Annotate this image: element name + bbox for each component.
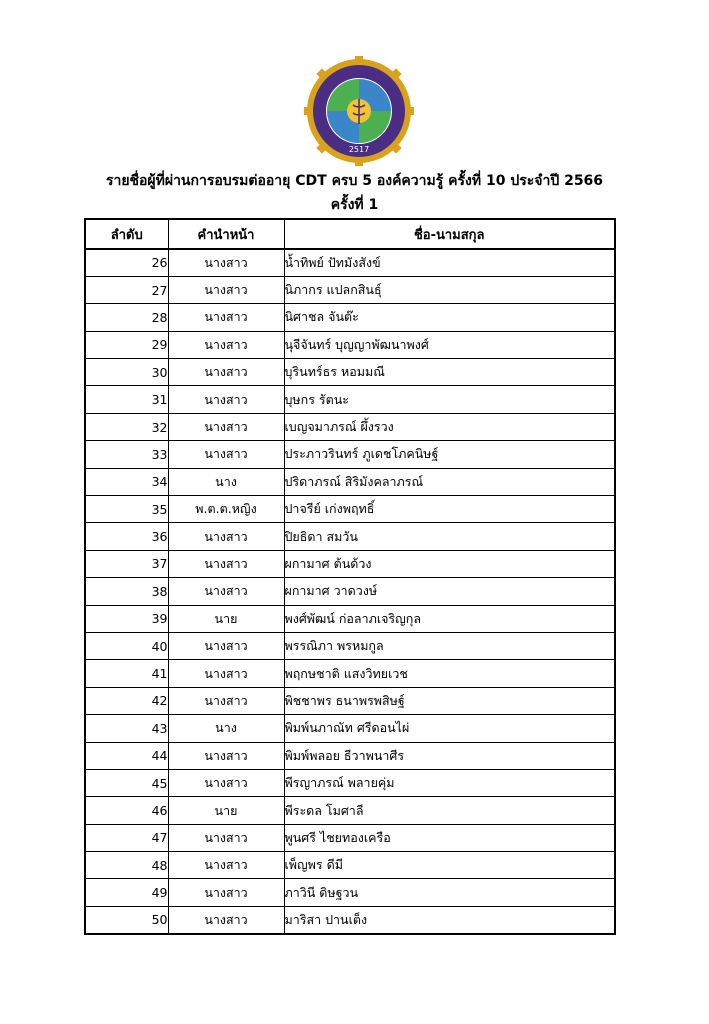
table-row [85, 276, 615, 303]
row-number: 46 [85, 797, 168, 824]
row-prefix: นาง [168, 715, 284, 742]
row-prefix: นางสาว [168, 906, 284, 933]
table-row [85, 632, 615, 659]
row-name: นิศาชล จันต๊ะ [284, 304, 615, 331]
table-row [85, 386, 615, 413]
row-name: เพ็ญพร ดีมี [284, 852, 615, 879]
row-name: พิชชาพร ธนาพรพสิษฐ์ [284, 687, 615, 714]
row-prefix: นางสาว [168, 249, 284, 276]
row-prefix: นางสาว [168, 687, 284, 714]
table-row [85, 715, 615, 742]
row-number: 34 [85, 468, 168, 495]
row-prefix: นางสาว [168, 632, 284, 659]
document-subtitle: ครั้งที่ 1 [330, 197, 379, 213]
table-row [85, 687, 615, 714]
row-number: 42 [85, 687, 168, 714]
row-prefix: นางสาว [168, 276, 284, 303]
table-row [85, 304, 615, 331]
row-name: นิภากร แปลกสินธุ์ [284, 276, 615, 303]
table-row [85, 441, 615, 468]
table-row [85, 742, 615, 769]
row-prefix: นางสาว [168, 359, 284, 386]
table-header-row [85, 219, 615, 249]
attendee-table [84, 218, 616, 935]
row-number: 36 [85, 523, 168, 550]
row-name: ปาจรีย์ เก่งพฤทธิ์ [284, 496, 615, 523]
table-row [85, 660, 615, 687]
row-number: 29 [85, 331, 168, 358]
table-row [85, 906, 615, 933]
row-number: 49 [85, 879, 168, 906]
row-name: พรรณิภา พรหมกูล [284, 632, 615, 659]
row-number: 38 [85, 578, 168, 605]
header-name: ชื่อ-นามสกุล [284, 219, 615, 249]
row-name: บุรินทร์ธร หอมมณี [284, 359, 615, 386]
table-row [85, 824, 615, 851]
row-prefix: นางสาว [168, 660, 284, 687]
row-name: มาริสา ปานเต็ง [284, 906, 615, 933]
row-number: 30 [85, 359, 168, 386]
row-name: พฤกษชาติ แสงวิทยเวช [284, 660, 615, 687]
row-number: 45 [85, 769, 168, 796]
table-row [85, 249, 615, 276]
row-prefix: พ.ต.ต.หญิง [168, 496, 284, 523]
seal-year: 2517 [348, 145, 370, 154]
table-row [85, 468, 615, 495]
row-name: พีระดล โมศาลี [284, 797, 615, 824]
row-prefix: นางสาว [168, 331, 284, 358]
row-prefix: นางสาว [168, 550, 284, 577]
row-name: ภาวินี ดิษฐวน [284, 879, 615, 906]
row-number: 26 [85, 249, 168, 276]
row-number: 44 [85, 742, 168, 769]
row-name: พิมพ์นภาณัท ศรีดอนไผ่ [284, 715, 615, 742]
table-row [85, 496, 615, 523]
row-number: 50 [85, 906, 168, 933]
row-name: ปริดาภรณ์ สิริมังคลาภรณ์ [284, 468, 615, 495]
row-number: 27 [85, 276, 168, 303]
table-row [85, 797, 615, 824]
row-prefix: นางสาว [168, 824, 284, 851]
table-row [85, 852, 615, 879]
row-prefix: นางสาว [168, 441, 284, 468]
row-number: 40 [85, 632, 168, 659]
row-prefix: นางสาว [168, 769, 284, 796]
row-prefix: นางสาว [168, 304, 284, 331]
row-prefix: นาง [168, 468, 284, 495]
row-name: ผกามาศ วาดวงษ์ [284, 578, 615, 605]
row-name: พงศ์พัฒน์ ก่อลาภเจริญกุล [284, 605, 615, 632]
table-row [85, 413, 615, 440]
row-number: 37 [85, 550, 168, 577]
row-prefix: นางสาว [168, 852, 284, 879]
row-prefix: นาย [168, 797, 284, 824]
row-number: 32 [85, 413, 168, 440]
row-number: 43 [85, 715, 168, 742]
table-row [85, 331, 615, 358]
row-prefix: นางสาว [168, 879, 284, 906]
row-number: 48 [85, 852, 168, 879]
row-number: 28 [85, 304, 168, 331]
row-prefix: นางสาว [168, 523, 284, 550]
row-number: 39 [85, 605, 168, 632]
row-name: ประภาวรินทร์ ภูเดชโภคนิษฐ์ [284, 441, 615, 468]
row-name: เบญจมาภรณ์ ผึ้งรวง [284, 413, 615, 440]
row-number: 41 [85, 660, 168, 687]
document-title: รายชื่อผู้ที่ผ่านการอบรมต่ออายุ CDT ครบ 5 องค์ความรู้ ครั้งที่ 10 ประจำปี 2566 [105, 173, 604, 189]
table-row [85, 879, 615, 906]
row-prefix: นางสาว [168, 413, 284, 440]
row-name: บุษกร รัตนะ [284, 386, 615, 413]
row-prefix: นางสาว [168, 742, 284, 769]
row-name: น้ำทิพย์ ปัทมังสังข์ [284, 249, 615, 276]
row-number: 33 [85, 441, 168, 468]
header-no: ลำดับ [85, 219, 168, 249]
header-prefix: คำนำหน้า [168, 219, 284, 249]
row-name: นุจีจันทร์ บุญญาพัฒนาพงศ์ [284, 331, 615, 358]
table-row [85, 769, 615, 796]
row-number: 31 [85, 386, 168, 413]
row-name: ผกามาศ ต้นด้วง [284, 550, 615, 577]
row-number: 47 [85, 824, 168, 851]
row-name: ปิยธิดา สมวัน [284, 523, 615, 550]
row-name: พิมพ์พลอย ธีวาพนาศีร [284, 742, 615, 769]
row-prefix: นางสาว [168, 578, 284, 605]
table-row [85, 523, 615, 550]
table-row [85, 359, 615, 386]
association-seal-logo [304, 56, 414, 166]
table-row [85, 550, 615, 577]
row-name: พูนศรี ไชยทองเครือ [284, 824, 615, 851]
row-name: พีรญาภรณ์ พลายคุ่ม [284, 769, 615, 796]
row-number: 35 [85, 496, 168, 523]
table-row [85, 578, 615, 605]
row-prefix: นาย [168, 605, 284, 632]
row-prefix: นางสาว [168, 386, 284, 413]
table-row [85, 605, 615, 632]
